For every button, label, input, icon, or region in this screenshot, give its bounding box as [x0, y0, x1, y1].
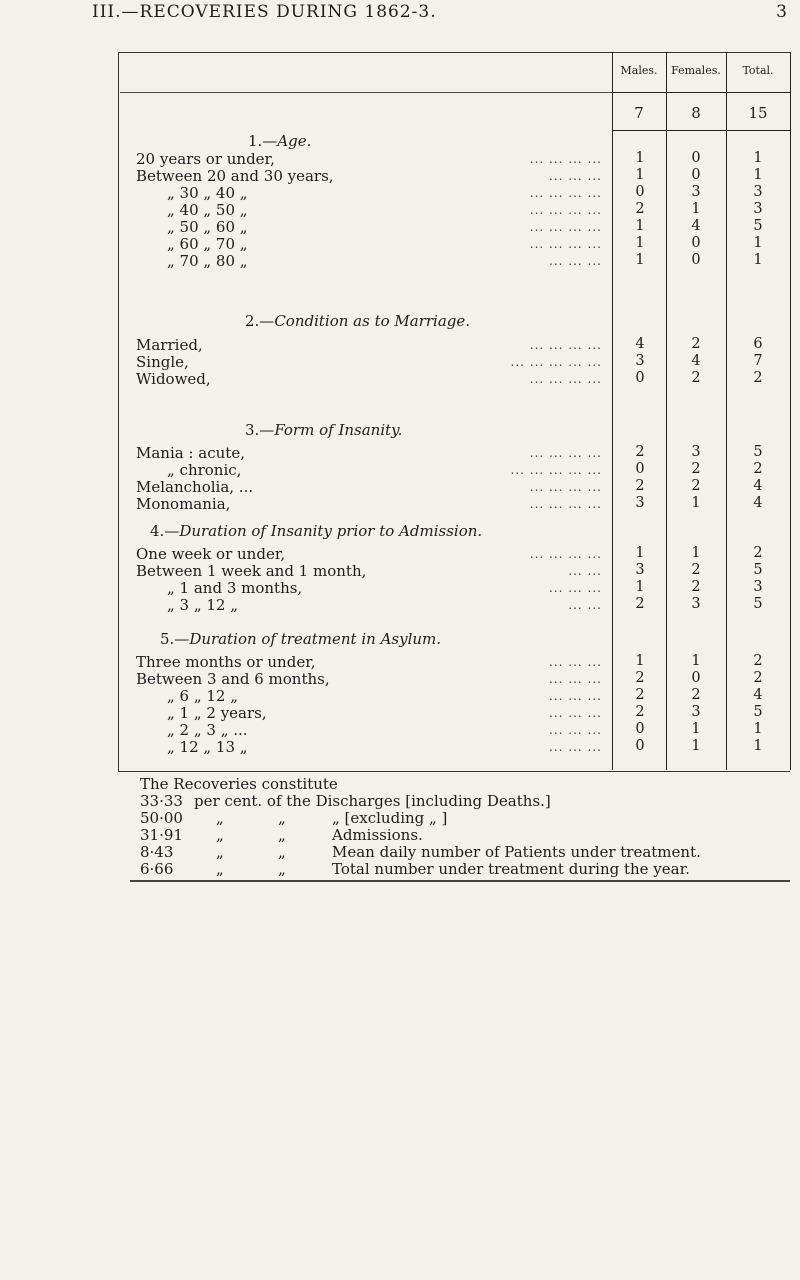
leader-dots: ... ... ... ... [529, 446, 602, 460]
row-label: „ 70 „ 80 „ [167, 252, 248, 270]
total-value: 5 [753, 596, 763, 612]
row-label: „ 6 „ 12 „ [167, 687, 239, 705]
males-value: 1 [635, 167, 645, 183]
section-number: 1.— [248, 132, 278, 150]
ditto-mark: „ [278, 843, 286, 861]
section-number: 5.— [160, 630, 190, 648]
females-value: 0 [691, 167, 701, 183]
summary-description: Admissions. [332, 826, 423, 844]
total-value: 1 [753, 235, 763, 251]
males-value: 2 [635, 201, 645, 217]
row-label: „ 12 „ 13 „ [167, 738, 248, 756]
total-value: 2 [753, 461, 763, 477]
leader-dots: ... ... ... ... ... [510, 463, 602, 477]
row-label: Married, [136, 336, 203, 354]
males-value: 0 [635, 370, 645, 386]
males-value: 0 [635, 738, 645, 754]
section-number: 2.— [245, 312, 275, 330]
bottom-rule [130, 880, 790, 882]
leader-dots: ... ... ... [549, 672, 602, 686]
column-header-rule [120, 92, 612, 93]
total-value: 1 [753, 167, 763, 183]
summary-description: Total number under treatment during the year. [332, 860, 690, 878]
leader-dots: ... ... ... ... [529, 186, 602, 200]
total-value: 1 [753, 150, 763, 166]
row-label: „ 30 „ 40 „ [167, 184, 248, 202]
leader-dots: ... ... ... ... [529, 480, 602, 494]
females-value: 3 [691, 184, 701, 200]
leader-dots: ... ... ... ... [529, 547, 602, 561]
total-value: 3 [753, 184, 763, 200]
ditto-mark: „ [278, 809, 286, 827]
males-value: 2 [635, 596, 645, 612]
row-label: Widowed, [136, 370, 211, 388]
males-value: 1 [635, 218, 645, 234]
males-value: 0 [635, 184, 645, 200]
leader-dots: ... ... ... [549, 740, 602, 754]
row-label: Three months or under, [136, 653, 316, 671]
males-value: 0 [635, 461, 645, 477]
males-value: 1 [635, 150, 645, 166]
total-value: 3 [753, 201, 763, 217]
females-value: 0 [691, 150, 701, 166]
row-label: „ 3 „ 12 „ [167, 596, 239, 614]
leader-dots: ... ... ... ... [529, 203, 602, 217]
summary-row [140, 827, 790, 844]
section-number: 4.— [150, 522, 180, 540]
row-label: „ 50 „ 60 „ [167, 218, 248, 236]
males-value: 4 [635, 336, 645, 352]
total-header: Total. [742, 64, 774, 77]
females-value: 1 [691, 653, 701, 669]
row-label: Melancholia, ... [136, 478, 254, 496]
total-value: 6 [753, 336, 763, 352]
total-value: 1 [753, 738, 763, 754]
page-title: III.—RECOVERIES DURING 1862-3. [92, 2, 437, 22]
total-value: 5 [753, 218, 763, 234]
row-label: Single, [136, 353, 189, 371]
ditto-mark: „ [216, 843, 224, 861]
leader-dots: ... ... ... [549, 169, 602, 183]
males-header: Males. [620, 64, 658, 77]
summary-description: per cent. of the Discharges [including Deaths.] [194, 792, 551, 810]
males-value: 2 [635, 687, 645, 703]
leader-dots: ... ... ... ... [529, 237, 602, 251]
row-label: „ 1 and 3 months, [167, 579, 303, 597]
females-value: 2 [691, 687, 701, 703]
leader-dots: ... ... [568, 564, 602, 578]
page-number: 3 [776, 2, 788, 22]
total-value: 4 [753, 495, 763, 511]
column-divider [790, 52, 791, 770]
females-value: 0 [691, 670, 701, 686]
males-value: 3 [635, 562, 645, 578]
summary-row [140, 810, 790, 827]
leader-dots: ... ... ... [549, 581, 602, 595]
row-label: Between 3 and 6 months, [136, 670, 330, 688]
males-value: 3 [635, 495, 645, 511]
total-value: 7 [753, 353, 763, 369]
row-label: Mania : acute, [136, 444, 245, 462]
females-value: 0 [691, 252, 701, 268]
total-value: 3 [753, 579, 763, 595]
leader-dots: ... ... ... [549, 706, 602, 720]
summary-percent: 33·33 [140, 792, 183, 810]
females-value: 2 [691, 579, 701, 595]
summary-rows [140, 793, 790, 878]
leader-dots: ... ... ... [549, 723, 602, 737]
females-value: 1 [691, 738, 701, 754]
females-value: 4 [691, 353, 701, 369]
total-value: 4 [753, 687, 763, 703]
females-header: Females. [671, 64, 721, 77]
leader-dots: ... ... ... ... [529, 152, 602, 166]
females-value: 2 [691, 336, 701, 352]
section-heading: Form of Insanity. [274, 421, 403, 439]
header-rule [612, 92, 790, 93]
leader-dots: ... ... ... [549, 254, 602, 268]
total-value: 2 [753, 545, 763, 561]
total-value: 2 [753, 653, 763, 669]
females-value: 3 [691, 596, 701, 612]
males-value: 0 [635, 721, 645, 737]
row-label: One week or under, [136, 545, 286, 563]
males-value: 2 [635, 478, 645, 494]
males-value: 2 [635, 670, 645, 686]
females-value: 1 [691, 495, 701, 511]
males-value: 1 [635, 579, 645, 595]
row-label: Between 20 and 30 years, [136, 167, 334, 185]
leader-dots: ... ... ... ... [529, 338, 602, 352]
females-value: 4 [691, 218, 701, 234]
section-title [150, 522, 482, 540]
summary-description: Mean daily number of Patients under treatment. [332, 843, 701, 861]
section-heading: Duration of Insanity prior to Admission. [179, 522, 483, 540]
males-value: 2 [635, 704, 645, 720]
males-column-number: 7 [634, 104, 644, 122]
females-value: 1 [691, 201, 701, 217]
header-rule [612, 130, 790, 131]
section-title [248, 132, 311, 150]
ditto-mark: „ [216, 860, 224, 878]
column-divider [726, 52, 727, 770]
total-value: 2 [753, 370, 763, 386]
ditto-mark: „ [278, 826, 286, 844]
total-value: 5 [753, 444, 763, 460]
leader-dots: ... ... ... ... [529, 497, 602, 511]
total-value: 2 [753, 670, 763, 686]
summary-description: „ [excluding „ ] [332, 809, 448, 827]
summary-row [140, 861, 790, 878]
section-number: 3.— [245, 421, 275, 439]
leader-dots: ... ... ... ... [529, 372, 602, 386]
row-label: „ 60 „ 70 „ [167, 235, 248, 253]
leader-dots: ... ... ... [549, 689, 602, 703]
section-heading: Age. [277, 132, 312, 150]
ditto-mark: „ [216, 809, 224, 827]
females-value: 2 [691, 370, 701, 386]
males-value: 1 [635, 235, 645, 251]
summary-row [140, 793, 790, 810]
males-value: 1 [635, 252, 645, 268]
females-column-number: 8 [691, 104, 701, 122]
recoveries-summary [140, 776, 790, 878]
row-label: Monomania, [136, 495, 231, 513]
females-value: 3 [691, 704, 701, 720]
row-label: „ 1 „ 2 years, [167, 704, 267, 722]
column-divider [612, 52, 613, 770]
row-label: 20 years or under, [136, 150, 275, 168]
total-value: 4 [753, 478, 763, 494]
row-label: „ 40 „ 50 „ [167, 201, 248, 219]
row-label: „ chronic, [167, 461, 242, 479]
males-value: 1 [635, 653, 645, 669]
summary-percent: 50·00 [140, 809, 183, 827]
ditto-mark: „ [278, 860, 286, 878]
summary-percent: 31·91 [140, 826, 183, 844]
summary-intro: The Recoveries constitute [140, 775, 338, 793]
section-title [160, 630, 441, 648]
section-heading: Duration of treatment in Asylum. [189, 630, 442, 648]
total-value: 5 [753, 562, 763, 578]
leader-dots: ... ... [568, 598, 602, 612]
females-value: 0 [691, 235, 701, 251]
section-title [245, 421, 402, 439]
leader-dots: ... ... ... ... [529, 220, 602, 234]
females-value: 2 [691, 461, 701, 477]
section-title [245, 312, 470, 330]
females-value: 1 [691, 545, 701, 561]
females-value: 3 [691, 444, 701, 460]
total-value: 1 [753, 252, 763, 268]
column-divider [666, 52, 667, 770]
section-heading: Condition as to Marriage. [274, 312, 471, 330]
females-value: 2 [691, 562, 701, 578]
summary-percent: 8·43 [140, 843, 174, 861]
total-column-number: 15 [748, 104, 768, 122]
total-value: 1 [753, 721, 763, 737]
row-label: Between 1 week and 1 month, [136, 562, 367, 580]
females-value: 2 [691, 478, 701, 494]
row-label: „ 2 „ 3 „ ... [167, 721, 248, 739]
leader-dots: ... ... ... [549, 655, 602, 669]
males-value: 3 [635, 353, 645, 369]
males-value: 2 [635, 444, 645, 460]
summary-row [140, 844, 790, 861]
ditto-mark: „ [216, 826, 224, 844]
page-header [92, 0, 792, 26]
total-value: 5 [753, 704, 763, 720]
males-value: 1 [635, 545, 645, 561]
females-value: 1 [691, 721, 701, 737]
summary-percent: 6·66 [140, 860, 174, 878]
leader-dots: ... ... ... ... ... [510, 355, 602, 369]
